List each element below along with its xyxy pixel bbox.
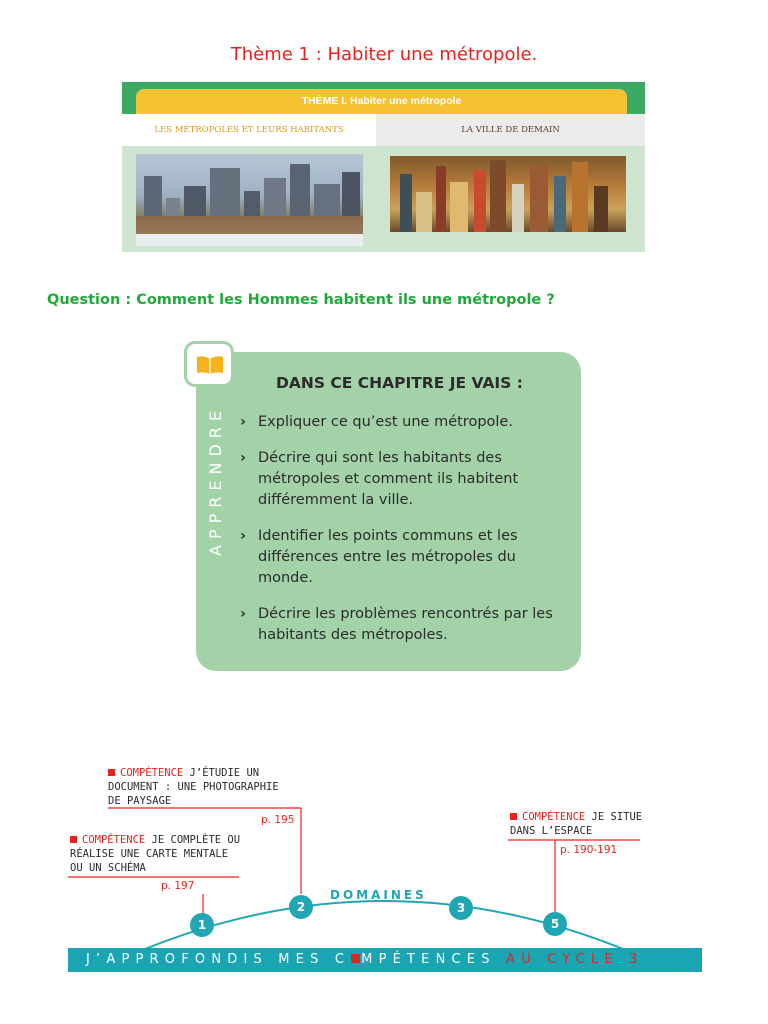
list-item <box>240 526 560 589</box>
competence-line: DOCUMENT : UNE PHOTOGRAPHIE <box>108 781 279 793</box>
page-title: Thème 1 : Habiter une métropole. <box>230 44 538 65</box>
domain-node: 1 <box>190 913 214 937</box>
apprendre-text: APPRENDRE <box>205 404 225 556</box>
chapter-tab-left: LES MÉTROPOLES ET LEURS HABITANTS <box>122 114 376 146</box>
page-reference: p. 195 <box>261 814 295 826</box>
skills-diagram <box>68 756 702 974</box>
book-icon <box>196 355 224 375</box>
page-reference: p. 197 <box>161 880 195 892</box>
chevron-right-icon: › <box>240 528 246 544</box>
red-square-icon <box>108 769 115 776</box>
theme-label: THÈME I. Habiter une métropole <box>136 89 627 114</box>
red-square-icon <box>510 813 517 820</box>
footer-text: J’APPROFONDIS MES C <box>86 952 351 967</box>
domain-node: 2 <box>289 895 313 919</box>
list-item <box>240 604 560 646</box>
skills-footer-bar <box>68 948 702 972</box>
book-badge <box>184 341 234 387</box>
domain-node: 5 <box>543 912 567 936</box>
apprendre-label <box>196 400 234 560</box>
learn-item-text: Identifier les points communs et les différences entre les métropoles du monde. <box>258 528 518 586</box>
question-text: Question : Comment les Hommes habitent ils une métropole ? <box>47 292 555 308</box>
competence-line: JE SITUE <box>591 811 643 823</box>
competence-line: RÉALISE UNE CARTE MENTALE <box>70 848 229 860</box>
future-city-photo <box>390 156 626 232</box>
learn-item-text: Expliquer ce qu’est une métropole. <box>258 414 513 430</box>
chevron-right-icon: › <box>240 450 246 466</box>
learn-item-text: Décrire qui sont les habitants des métropoles et comment ils habitent différemment la ville. <box>258 450 519 508</box>
list-item <box>240 412 560 433</box>
competence-line: J’ÉTUDIE UN <box>189 767 260 779</box>
chevron-right-icon: › <box>240 414 246 430</box>
competence-line: JE COMPLÈTE OU <box>151 834 241 846</box>
red-square-icon <box>351 954 360 963</box>
footer-cycle-text: AU CYCLE 3 <box>506 952 644 967</box>
competence-line: DE PAYSAGE <box>108 795 172 807</box>
domaines-label: DOMAINES <box>330 888 427 902</box>
learn-list <box>240 412 560 661</box>
competence-line: DANS L’ESPACE <box>510 825 593 837</box>
red-square-icon <box>70 836 77 843</box>
page-reference: p. 190-191 <box>560 844 618 856</box>
theme-banner <box>122 82 645 252</box>
competence-block <box>70 833 240 875</box>
competence-tag: COMPÉTENCE <box>522 811 586 823</box>
competence-block <box>510 810 642 838</box>
footer-text: MPÉTENCES <box>361 952 496 967</box>
domain-node: 3 <box>449 896 473 920</box>
learn-heading: DANS CE CHAPITRE JE VAIS : <box>276 374 523 392</box>
competence-tag: COMPÉTENCE <box>120 767 184 779</box>
chapter-tab-right: LA VILLE DE DEMAIN <box>376 114 645 146</box>
competence-tag: COMPÉTENCE <box>82 834 146 846</box>
city-skyline-photo <box>136 154 363 246</box>
chevron-right-icon: › <box>240 606 246 622</box>
competence-block <box>108 766 279 808</box>
list-item <box>240 448 560 511</box>
learn-item-text: Décrire les problèmes rencontrés par les habitants des métropoles. <box>258 606 553 643</box>
competence-line: OU UN SCHÉMA <box>70 862 146 874</box>
